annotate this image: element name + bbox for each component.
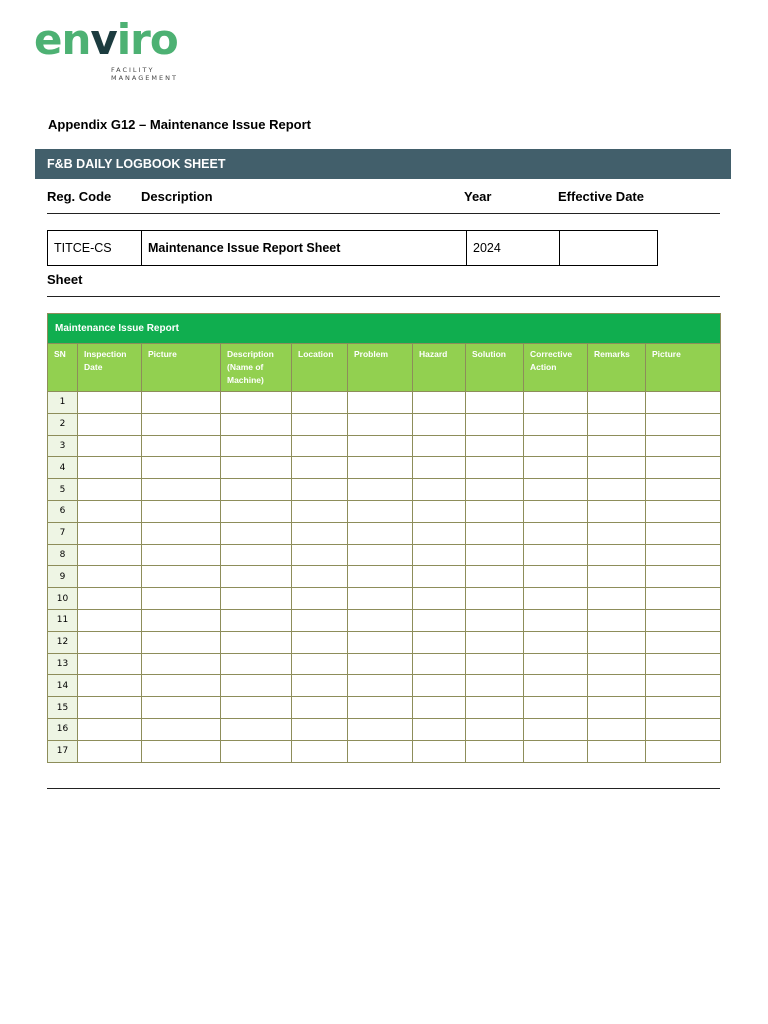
- table-cell[interactable]: [78, 522, 142, 544]
- table-cell[interactable]: [78, 544, 142, 566]
- table-cell[interactable]: [646, 740, 721, 762]
- table-cell[interactable]: [142, 697, 221, 719]
- table-row: [48, 500, 721, 522]
- description-value[interactable]: Maintenance Issue Report Sheet: [142, 231, 467, 266]
- table-cell[interactable]: [142, 740, 221, 762]
- table-cell[interactable]: [348, 718, 413, 740]
- table-cell[interactable]: [221, 631, 292, 653]
- table-cell[interactable]: [221, 413, 292, 435]
- table-cell[interactable]: [348, 392, 413, 414]
- table-row: [48, 544, 721, 566]
- table-cell[interactable]: [646, 588, 721, 610]
- reg-code-label: Reg. Code: [47, 189, 112, 204]
- table-row: [48, 653, 721, 675]
- table-cell[interactable]: [588, 653, 646, 675]
- column-header: Remarks: [588, 344, 646, 392]
- table-cell[interactable]: [78, 740, 142, 762]
- sheet-divider: [47, 296, 720, 297]
- table-row: [48, 740, 721, 762]
- table-cell[interactable]: [292, 588, 348, 610]
- table-cell[interactable]: [221, 653, 292, 675]
- table-cell[interactable]: [292, 740, 348, 762]
- table-cell[interactable]: [78, 588, 142, 610]
- row-number: 15: [48, 697, 78, 719]
- table-cell[interactable]: [646, 653, 721, 675]
- column-header: Problem: [348, 344, 413, 392]
- table-cell[interactable]: [78, 675, 142, 697]
- row-number: 4: [48, 457, 78, 479]
- table-row: [48, 479, 721, 501]
- effective-date-value[interactable]: [560, 231, 658, 266]
- table-cell[interactable]: [413, 718, 466, 740]
- table-cell[interactable]: [348, 697, 413, 719]
- table-cell[interactable]: [292, 522, 348, 544]
- column-header: Corrective Action: [524, 344, 588, 392]
- table-cell[interactable]: [348, 566, 413, 588]
- table-cell[interactable]: [588, 718, 646, 740]
- table-cell[interactable]: [588, 697, 646, 719]
- table-cell[interactable]: [588, 609, 646, 631]
- table-cell[interactable]: [348, 435, 413, 457]
- table-cell[interactable]: [466, 697, 524, 719]
- table-cell[interactable]: [466, 522, 524, 544]
- table-cell[interactable]: [78, 653, 142, 675]
- table-cell[interactable]: [348, 675, 413, 697]
- table-cell[interactable]: [348, 609, 413, 631]
- table-cell[interactable]: [292, 653, 348, 675]
- table-cell[interactable]: [142, 544, 221, 566]
- table-cell[interactable]: [292, 631, 348, 653]
- table-cell[interactable]: [348, 544, 413, 566]
- table-row: [48, 718, 721, 740]
- table-cell[interactable]: [413, 697, 466, 719]
- table-cell[interactable]: [292, 413, 348, 435]
- table-cell[interactable]: [348, 457, 413, 479]
- table-cell[interactable]: [413, 566, 466, 588]
- table-cell[interactable]: [413, 479, 466, 501]
- table-cell[interactable]: [221, 392, 292, 414]
- table-row: [48, 392, 721, 414]
- table-cell[interactable]: [348, 653, 413, 675]
- table-cell[interactable]: [221, 609, 292, 631]
- table-cell[interactable]: [348, 588, 413, 610]
- header-divider: [47, 213, 720, 214]
- table-cell[interactable]: [466, 392, 524, 414]
- row-number: 3: [48, 435, 78, 457]
- table-cell[interactable]: [78, 609, 142, 631]
- table-cell[interactable]: [78, 697, 142, 719]
- table-cell[interactable]: [466, 609, 524, 631]
- table-cell[interactable]: [348, 479, 413, 501]
- table-cell[interactable]: [466, 631, 524, 653]
- row-number: 8: [48, 544, 78, 566]
- table-cell[interactable]: [524, 653, 588, 675]
- table-cell[interactable]: [413, 675, 466, 697]
- table-cell[interactable]: [292, 566, 348, 588]
- column-header: Inspection Date: [78, 344, 142, 392]
- table-cell[interactable]: [466, 479, 524, 501]
- table-cell[interactable]: [413, 544, 466, 566]
- footer-divider: [47, 788, 720, 789]
- table-cell[interactable]: [588, 588, 646, 610]
- table-row: [48, 675, 721, 697]
- table-cell[interactable]: [413, 413, 466, 435]
- document-info-table: [47, 230, 658, 266]
- table-cell[interactable]: [646, 566, 721, 588]
- row-number: 10: [48, 588, 78, 610]
- table-cell[interactable]: [646, 718, 721, 740]
- table-cell[interactable]: [524, 392, 588, 414]
- table-cell[interactable]: [466, 435, 524, 457]
- table-cell[interactable]: [413, 500, 466, 522]
- table-cell[interactable]: [221, 544, 292, 566]
- logo-wordmark: enviro: [34, 15, 178, 64]
- logbook-banner: F&B DAILY LOGBOOK SHEET: [35, 149, 731, 179]
- table-cell[interactable]: [78, 718, 142, 740]
- report-title: Maintenance Issue Report: [48, 314, 721, 344]
- table-cell[interactable]: [466, 740, 524, 762]
- table-cell[interactable]: [292, 435, 348, 457]
- table-cell[interactable]: [142, 522, 221, 544]
- table-cell[interactable]: [524, 588, 588, 610]
- table-cell[interactable]: [588, 500, 646, 522]
- row-number: 7: [48, 522, 78, 544]
- table-cell[interactable]: [588, 740, 646, 762]
- table-cell[interactable]: [588, 544, 646, 566]
- table-cell[interactable]: [646, 392, 721, 414]
- table-cell[interactable]: [78, 435, 142, 457]
- table-cell[interactable]: [348, 522, 413, 544]
- table-cell[interactable]: [466, 588, 524, 610]
- table-cell[interactable]: [142, 435, 221, 457]
- table-cell[interactable]: [524, 413, 588, 435]
- table-cell[interactable]: [466, 413, 524, 435]
- table-row: [48, 588, 721, 610]
- table-cell[interactable]: [292, 544, 348, 566]
- table-cell[interactable]: [466, 500, 524, 522]
- row-number: 16: [48, 718, 78, 740]
- table-cell[interactable]: [646, 522, 721, 544]
- table-cell[interactable]: [413, 740, 466, 762]
- row-number: 6: [48, 500, 78, 522]
- table-cell[interactable]: [413, 392, 466, 414]
- table-cell[interactable]: [142, 500, 221, 522]
- table-cell[interactable]: [292, 697, 348, 719]
- table-row: [48, 631, 721, 653]
- table-cell[interactable]: [524, 697, 588, 719]
- row-number: 17: [48, 740, 78, 762]
- row-number: 12: [48, 631, 78, 653]
- row-number: 1: [48, 392, 78, 414]
- table-cell[interactable]: [524, 631, 588, 653]
- table-cell[interactable]: [142, 653, 221, 675]
- table-cell[interactable]: [142, 631, 221, 653]
- table-row: [48, 457, 721, 479]
- table-cell[interactable]: [78, 479, 142, 501]
- table-cell[interactable]: [524, 740, 588, 762]
- column-header: Solution: [466, 344, 524, 392]
- table-cell[interactable]: [646, 413, 721, 435]
- row-number: 2: [48, 413, 78, 435]
- table-cell[interactable]: [142, 609, 221, 631]
- table-cell[interactable]: [221, 588, 292, 610]
- table-cell[interactable]: [646, 479, 721, 501]
- table-cell[interactable]: [221, 522, 292, 544]
- table-cell[interactable]: [646, 435, 721, 457]
- table-cell[interactable]: [588, 457, 646, 479]
- table-cell[interactable]: [348, 500, 413, 522]
- table-cell[interactable]: [292, 479, 348, 501]
- table-cell[interactable]: [588, 479, 646, 501]
- table-cell[interactable]: [221, 435, 292, 457]
- table-cell[interactable]: [524, 718, 588, 740]
- table-cell[interactable]: [78, 631, 142, 653]
- appendix-title: Appendix G12 – Maintenance Issue Report: [48, 117, 311, 132]
- table-cell[interactable]: [646, 544, 721, 566]
- table-cell[interactable]: [221, 457, 292, 479]
- table-cell[interactable]: [292, 675, 348, 697]
- table-cell[interactable]: [348, 740, 413, 762]
- table-row: [48, 697, 721, 719]
- table-cell[interactable]: [78, 566, 142, 588]
- description-label: Description: [141, 189, 213, 204]
- table-cell[interactable]: [142, 392, 221, 414]
- table-cell[interactable]: [646, 500, 721, 522]
- table-cell[interactable]: [466, 457, 524, 479]
- year-value[interactable]: 2024: [467, 231, 560, 266]
- table-cell[interactable]: [588, 566, 646, 588]
- table-cell[interactable]: [466, 544, 524, 566]
- table-cell[interactable]: [466, 566, 524, 588]
- table-cell[interactable]: [646, 457, 721, 479]
- table-cell[interactable]: [348, 631, 413, 653]
- row-number: 11: [48, 609, 78, 631]
- table-cell[interactable]: [142, 566, 221, 588]
- column-header: Description (Name of Machine): [221, 344, 292, 392]
- column-header: Location: [292, 344, 348, 392]
- table-cell[interactable]: [413, 435, 466, 457]
- table-cell[interactable]: [221, 566, 292, 588]
- table-cell[interactable]: [524, 609, 588, 631]
- table-cell[interactable]: [646, 631, 721, 653]
- table-cell[interactable]: [413, 631, 466, 653]
- table-cell[interactable]: [142, 457, 221, 479]
- table-cell[interactable]: [221, 675, 292, 697]
- table-cell[interactable]: [142, 413, 221, 435]
- table-cell[interactable]: [588, 522, 646, 544]
- table-cell[interactable]: [413, 522, 466, 544]
- table-cell[interactable]: [524, 500, 588, 522]
- table-cell[interactable]: [524, 435, 588, 457]
- table-cell[interactable]: [524, 522, 588, 544]
- effective-date-label: Effective Date: [558, 189, 644, 204]
- table-cell[interactable]: [292, 609, 348, 631]
- table-cell[interactable]: [588, 435, 646, 457]
- table-row: [48, 609, 721, 631]
- table-cell[interactable]: [221, 500, 292, 522]
- table-cell[interactable]: [413, 609, 466, 631]
- table-cell[interactable]: [646, 675, 721, 697]
- table-cell[interactable]: [588, 392, 646, 414]
- table-cell[interactable]: [78, 457, 142, 479]
- table-cell[interactable]: [221, 697, 292, 719]
- reg-code-value[interactable]: TITCE-CS: [48, 231, 142, 266]
- table-cell[interactable]: [524, 544, 588, 566]
- table-cell[interactable]: [221, 479, 292, 501]
- table-cell[interactable]: [466, 718, 524, 740]
- table-cell[interactable]: [78, 413, 142, 435]
- table-cell[interactable]: [348, 413, 413, 435]
- table-cell[interactable]: [466, 675, 524, 697]
- table-cell[interactable]: [142, 675, 221, 697]
- table-cell[interactable]: [588, 675, 646, 697]
- table-cell[interactable]: [524, 566, 588, 588]
- table-cell[interactable]: [413, 457, 466, 479]
- table-row: [48, 566, 721, 588]
- sheet-label: Sheet: [47, 272, 83, 287]
- table-cell[interactable]: [413, 588, 466, 610]
- row-number: 9: [48, 566, 78, 588]
- table-cell[interactable]: [292, 500, 348, 522]
- table-cell[interactable]: [142, 479, 221, 501]
- table-cell[interactable]: [142, 718, 221, 740]
- column-header: Picture: [142, 344, 221, 392]
- maintenance-report-table: [47, 313, 721, 763]
- table-cell[interactable]: [221, 718, 292, 740]
- table-cell[interactable]: [78, 500, 142, 522]
- table-cell[interactable]: [292, 457, 348, 479]
- row-number: 5: [48, 479, 78, 501]
- table-cell[interactable]: [292, 718, 348, 740]
- info-row: [48, 231, 658, 266]
- table-cell[interactable]: [413, 653, 466, 675]
- table-cell[interactable]: [221, 740, 292, 762]
- row-number: 14: [48, 675, 78, 697]
- column-header: SN: [48, 344, 78, 392]
- table-cell[interactable]: [292, 392, 348, 414]
- logo-subtitle: FACILITY MANAGEMENT: [111, 66, 178, 82]
- table-cell[interactable]: [524, 675, 588, 697]
- table-cell[interactable]: [588, 413, 646, 435]
- table-row: [48, 413, 721, 435]
- year-label: Year: [464, 189, 492, 204]
- table-cell[interactable]: [466, 653, 524, 675]
- table-cell[interactable]: [142, 588, 221, 610]
- table-cell[interactable]: [524, 479, 588, 501]
- column-header: Hazard: [413, 344, 466, 392]
- table-cell[interactable]: [524, 457, 588, 479]
- table-cell[interactable]: [646, 609, 721, 631]
- table-cell[interactable]: [588, 631, 646, 653]
- row-number: 13: [48, 653, 78, 675]
- table-row: [48, 435, 721, 457]
- column-header: Picture: [646, 344, 721, 392]
- table-cell[interactable]: [646, 697, 721, 719]
- enviro-logo: [34, 15, 224, 82]
- table-row: [48, 522, 721, 544]
- table-cell[interactable]: [78, 392, 142, 414]
